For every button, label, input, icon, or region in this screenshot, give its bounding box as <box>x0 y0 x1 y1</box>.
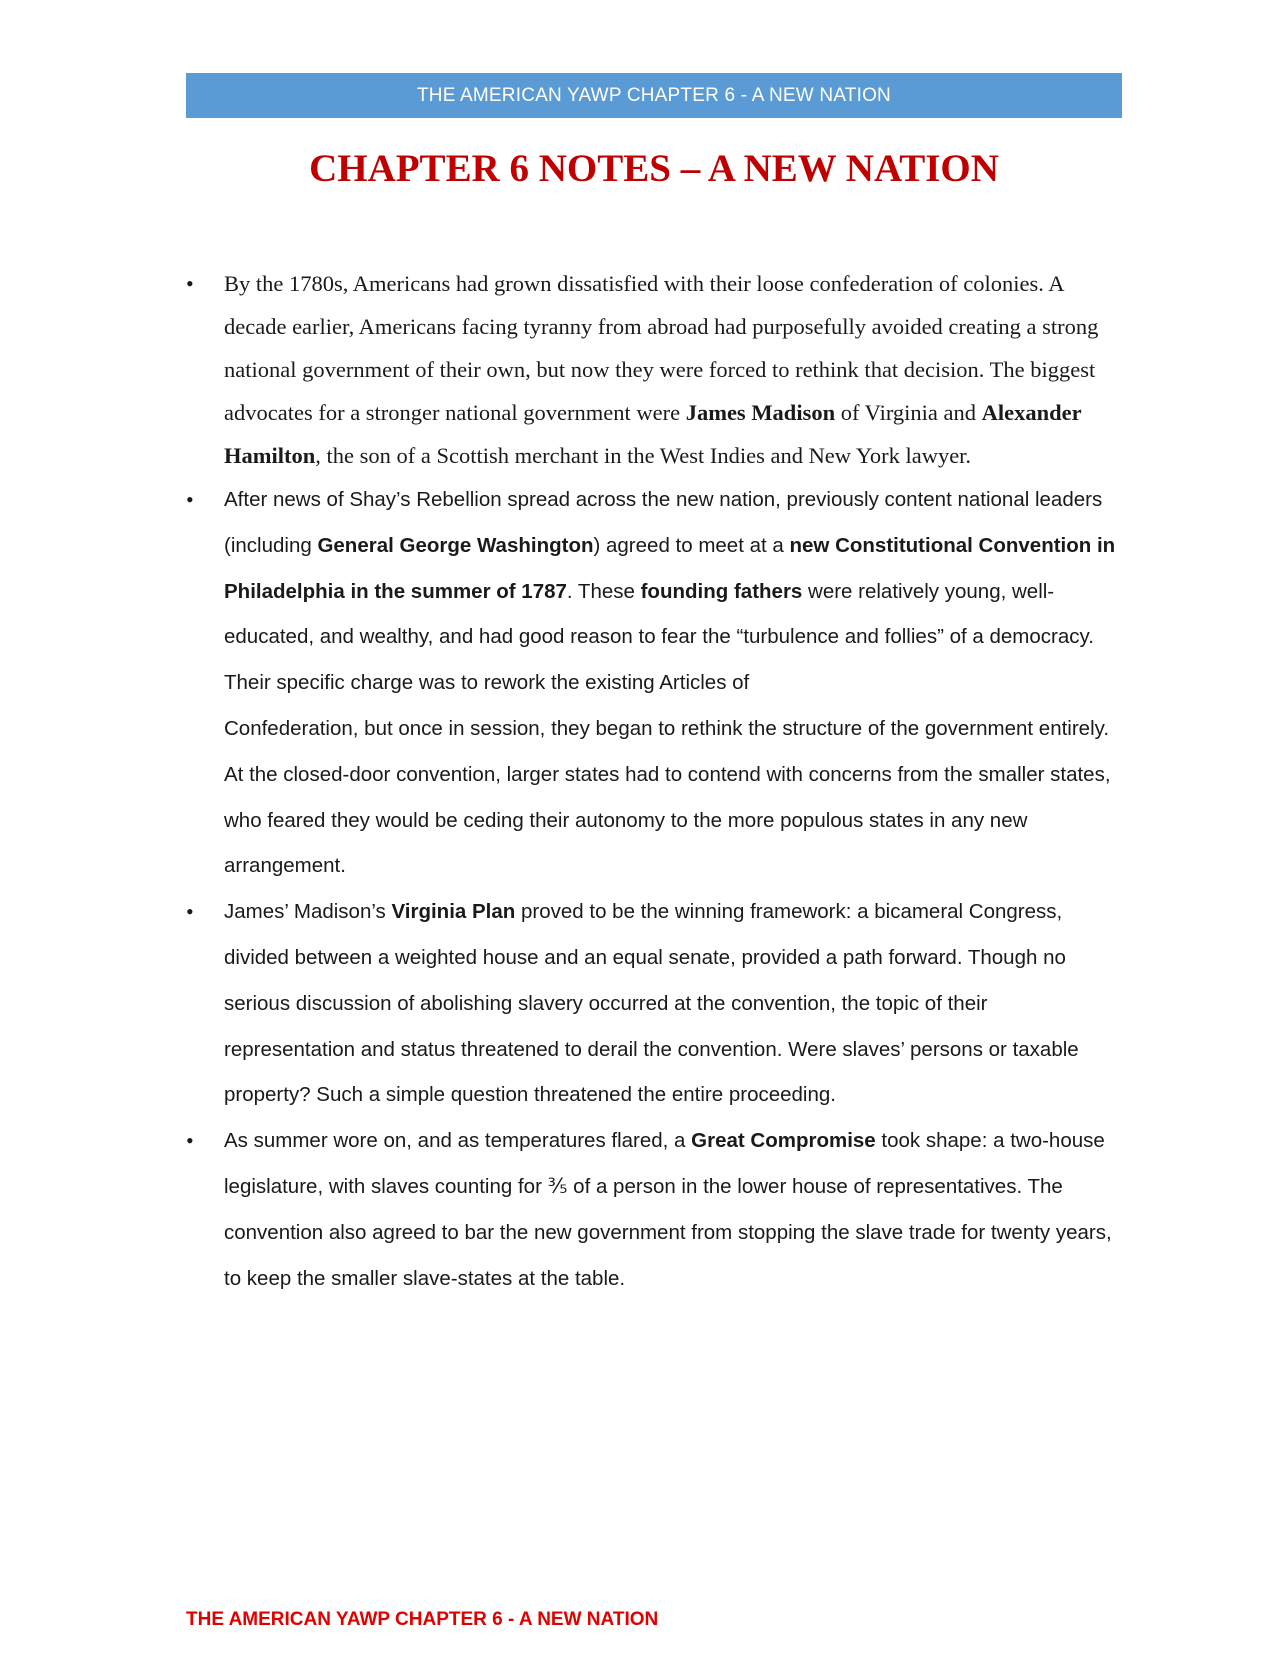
bullet-text: After news of Shay’s Rebellion spread across the new nation, previously content national leaders (including General George Washington) agreed to meet at a new Constitutional Convention in Philadelphia in the summer of 1787. These founding fathers were relatively young, well-educated, and wealthy, and had good reason to fear the “turbulence and follies” of a democracy. Their specific charge was to rework the existing Articles of <box>224 488 1116 695</box>
bullet-continuation: Confederation, but once in session, they began to rethink the structure of the government entirely. At the closed-door convention, larger states had to contend with concerns from the smaller states, who feared they would be ceding their autonomy to the more populous states in any new arrangement. <box>224 716 1111 878</box>
bold-term: founding fathers <box>640 579 803 603</box>
bold-term: General George Washington <box>317 533 594 557</box>
bullet-icon: • <box>186 899 194 925</box>
bullet-text: James’ Madison’s Virginia Plan proved to be the winning framework: a bicameral Congress, divided between a weighted house and an equal senate, provided a path forward. Though no serious discussion of abolishing slavery occurred at the convention, the topic of their representation and status threatened to derail the convention. Were slaves’ persons or taxable property? Such a simple question threatened the entire proceeding. <box>224 900 1079 1107</box>
bullet-icon: • <box>186 271 194 296</box>
header-band <box>186 73 1122 118</box>
bold-term: James Madison <box>685 400 836 425</box>
header-band-text: THE AMERICAN YAWP CHAPTER 6 - A NEW NATION <box>417 84 891 106</box>
bold-term: Great Compromise <box>691 1129 876 1153</box>
bullet-icon: • <box>186 1128 194 1154</box>
bullet-text: By the 1780s, Americans had grown dissatisfied with their loose confederation of colonies. A decade earlier, Americans facing tyranny from abroad had purposefully avoided creating a strong national government of their own, but now they were forced to rethink that decision. The biggest advocates for a stronger national government were James Madison of Virginia and Alexander Hamilton, the son of a Scottish merchant in the West Indies and New York lawyer. <box>224 271 1099 468</box>
bold-term: new Constitutional Convention in Philadelphia in the summer of 1787 <box>224 533 1116 603</box>
bold-term: Virginia Plan <box>391 900 516 924</box>
bullet-item-3 <box>186 889 1122 1118</box>
bold-term: Alexander Hamilton <box>224 400 1082 468</box>
bullet-item-2 <box>186 477 1122 889</box>
page-title: CHAPTER 6 NOTES – A NEW NATION <box>309 147 999 190</box>
bullet-icon: • <box>186 487 194 512</box>
footer-title: THE AMERICAN YAWP CHAPTER 6 - A NEW NATION <box>186 1609 659 1630</box>
bullet-text: As summer wore on, and as temperatures flared, a Great Compromise took shape: a two-house legislature, with slaves counting for ⅗ of a person in the lower house of representatives. The convention also agreed to bar the new government from stopping the slave trade for twenty years, to keep the smaller slave-states at the table. <box>224 1129 1112 1290</box>
notes-list <box>186 262 1122 1301</box>
bullet-item-1 <box>186 262 1122 477</box>
bullet-item-4 <box>186 1118 1122 1301</box>
